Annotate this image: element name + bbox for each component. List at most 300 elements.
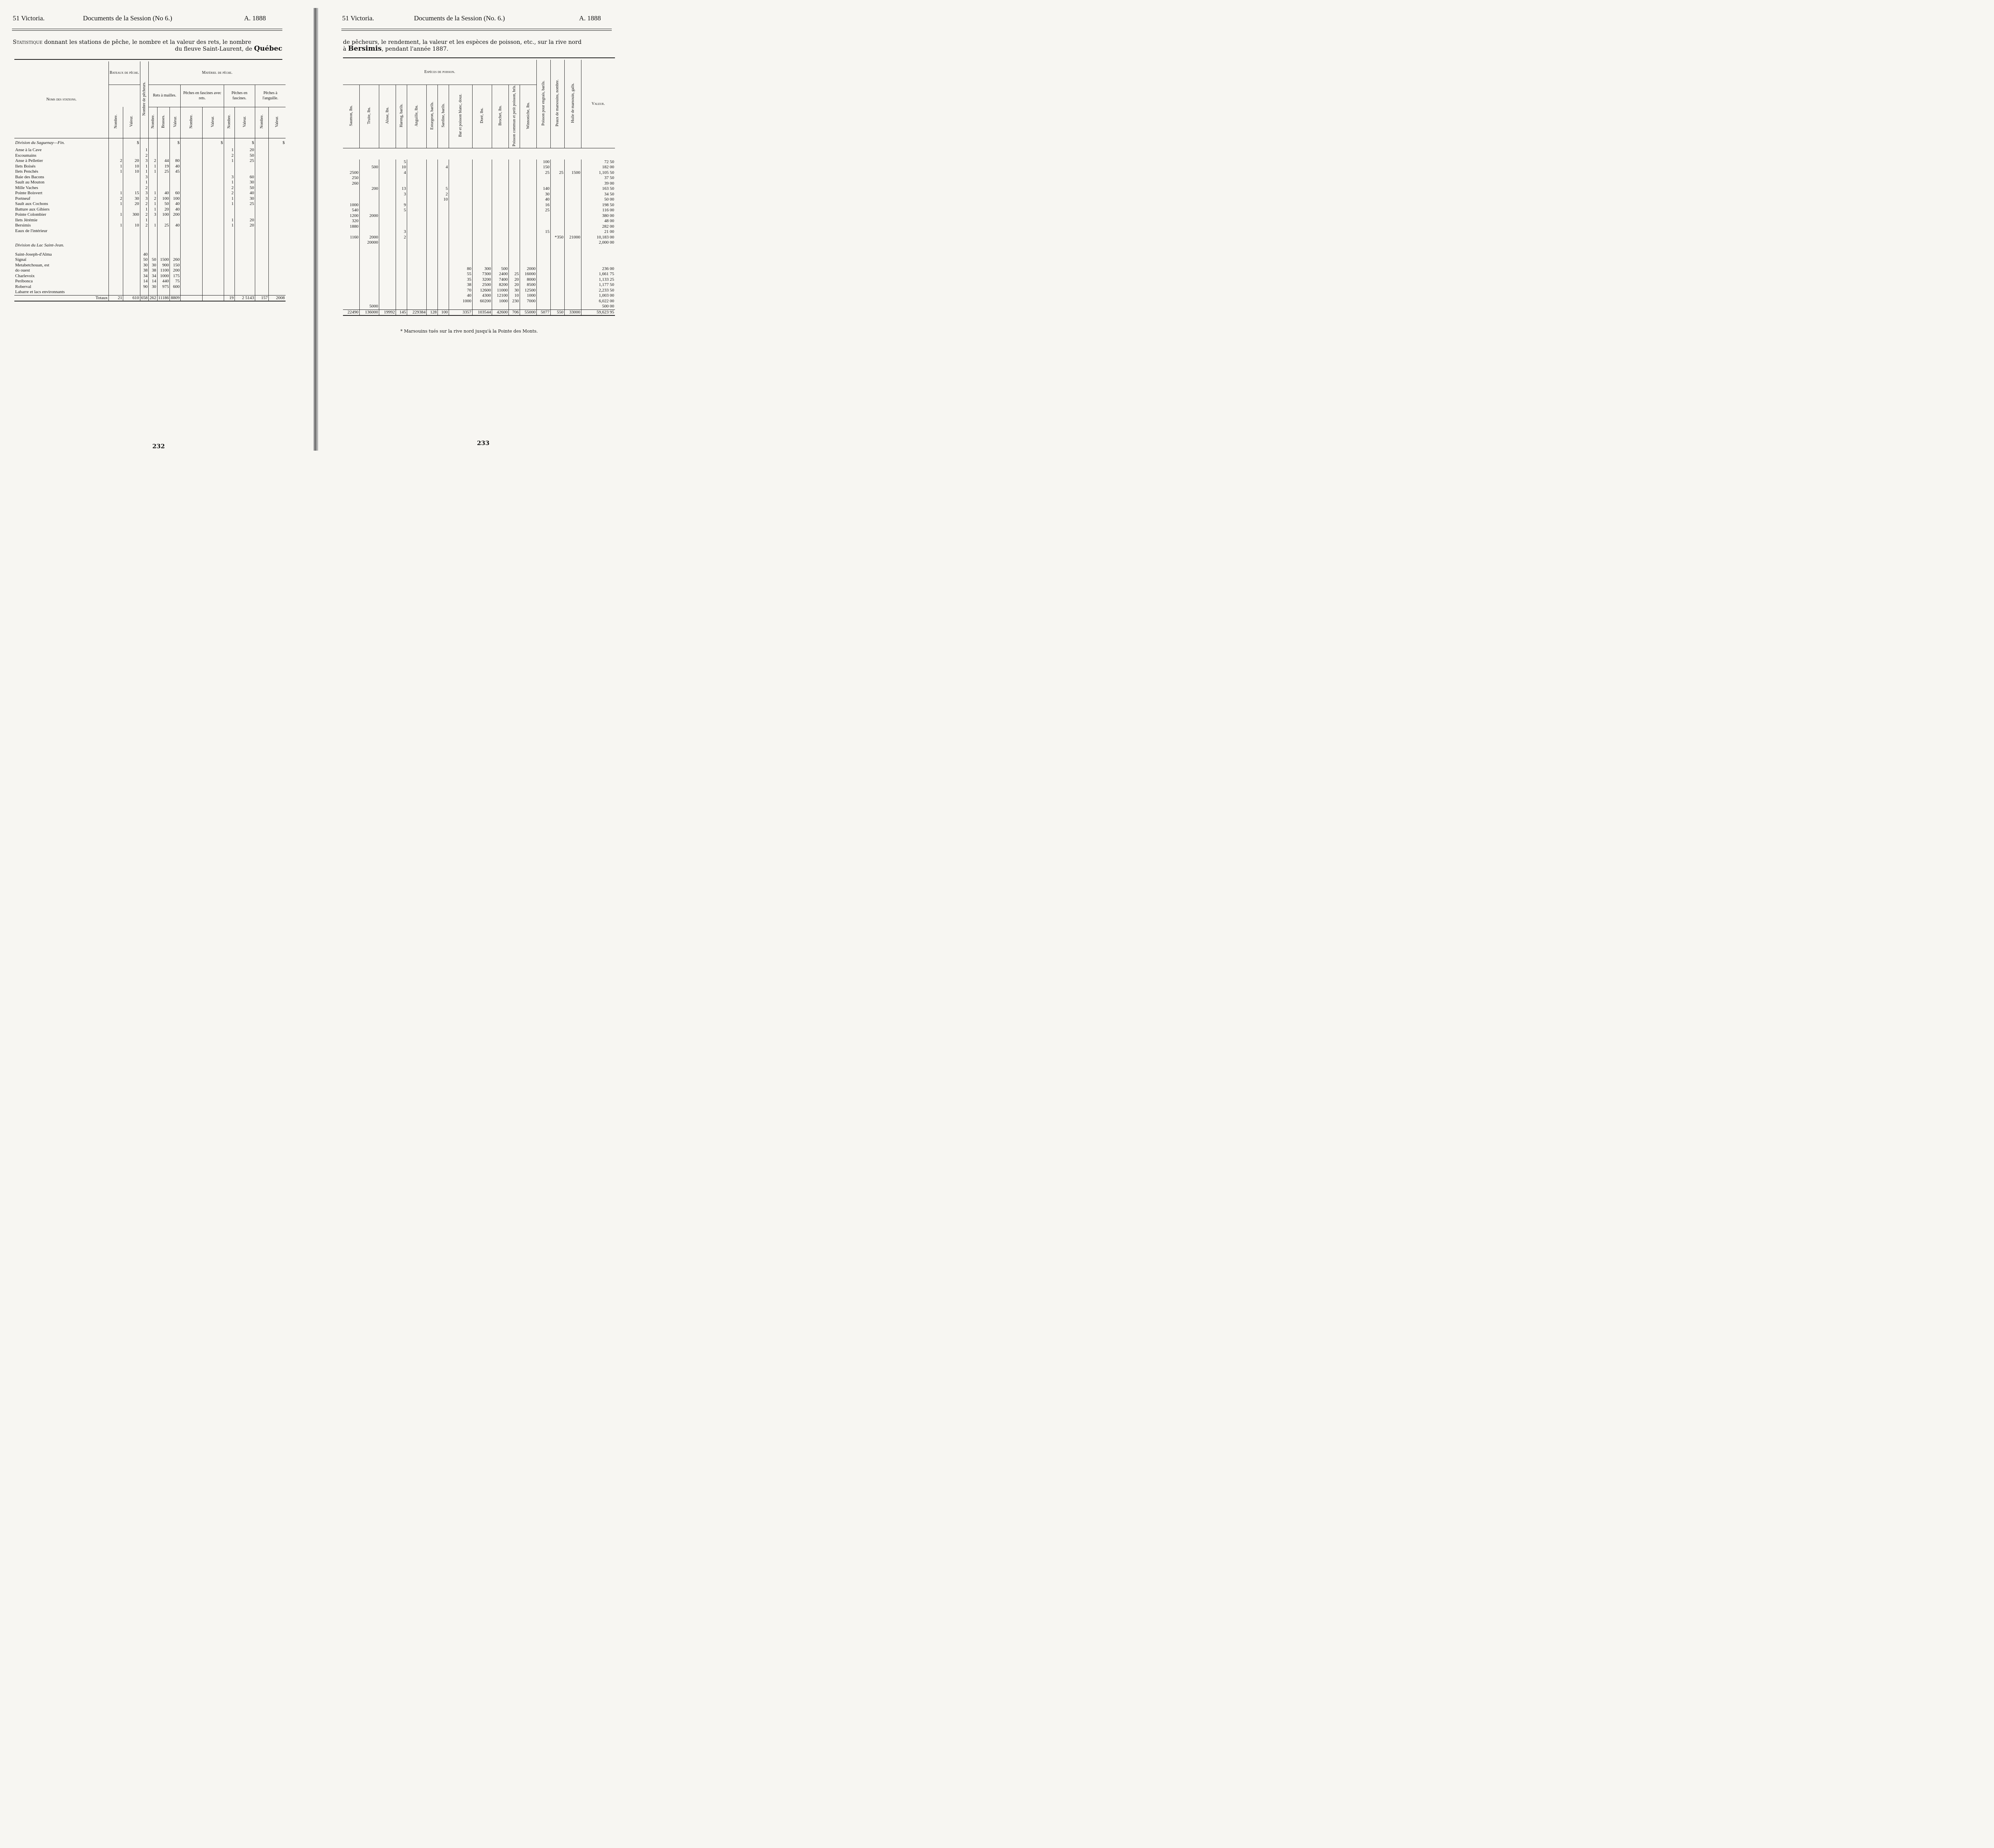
table-cell: 150 <box>536 165 550 170</box>
table-cell: 103544 <box>472 309 492 315</box>
table-cell <box>202 279 224 284</box>
table-cell <box>509 197 520 203</box>
table-cell <box>149 218 158 223</box>
table-cell <box>181 257 202 263</box>
table-cell <box>438 246 449 266</box>
col-saumon: Saumon, lbs. <box>349 105 353 126</box>
table-cell <box>396 266 407 272</box>
table-cell <box>492 304 509 309</box>
table-cell <box>449 165 472 170</box>
table-cell <box>438 160 449 165</box>
table-cell <box>234 290 255 295</box>
table-cell <box>427 160 438 165</box>
division-row <box>14 234 286 239</box>
table-cell <box>509 170 520 176</box>
table-cell: 3 <box>396 192 407 197</box>
table-cell <box>109 268 123 274</box>
table-row <box>343 240 615 246</box>
table-cell <box>536 282 550 288</box>
col-fr-nombre: Nombre. <box>181 107 202 138</box>
document-title-left: Documents de la Session (No 6.) <box>83 14 172 22</box>
table-cell <box>564 219 581 224</box>
table-cell <box>359 246 379 266</box>
table-cell <box>472 246 492 266</box>
totals-row <box>343 309 615 315</box>
table-cell: 70 <box>449 288 472 294</box>
table-cell: 2000 <box>359 213 379 219</box>
table-cell: 15 <box>536 229 550 235</box>
table-cell <box>157 148 170 153</box>
table-cell <box>255 218 268 223</box>
table-cell: 21 <box>109 295 123 301</box>
col-especes: Espèces de poisson. <box>343 60 536 85</box>
table-cell <box>234 263 255 268</box>
table-cell <box>564 246 581 266</box>
table-cell <box>343 240 359 246</box>
subtitle-lead: Statistique <box>13 39 43 45</box>
table-cell <box>269 274 286 279</box>
table-cell: 300 <box>123 212 140 218</box>
table-cell: 100 <box>536 160 550 165</box>
table-cell <box>520 170 536 176</box>
table-cell <box>379 288 396 294</box>
table-cell <box>255 268 268 274</box>
table-cell <box>427 277 438 283</box>
table-cell <box>234 274 255 279</box>
table-cell <box>379 246 396 266</box>
table-row <box>14 201 286 207</box>
table-row <box>343 229 615 235</box>
table-cell: 10 <box>123 223 140 229</box>
table-row <box>343 282 615 288</box>
station-name: Labarre et lacs environnants <box>15 290 65 294</box>
table-cell <box>181 263 202 268</box>
table-cell: 1 <box>224 196 234 202</box>
table-cell <box>472 304 492 309</box>
table-cell <box>407 175 427 181</box>
table-cell <box>269 180 286 185</box>
col-sardine: Sardine, barils. <box>438 85 449 148</box>
table-cell <box>123 252 140 258</box>
table-cell: 116 00 <box>581 208 615 213</box>
table-cell: 20 <box>157 207 170 213</box>
table-cell <box>472 224 492 230</box>
table-cell <box>234 252 255 258</box>
table-cell <box>509 266 520 272</box>
table-cell: 1 <box>224 218 234 223</box>
table-row <box>343 219 615 224</box>
table-cell <box>181 212 202 218</box>
table-cell <box>564 197 581 203</box>
table-row <box>14 158 286 164</box>
table-cell: 610 <box>123 295 140 301</box>
table-cell <box>379 293 396 299</box>
table-cell <box>379 160 396 165</box>
table-cell: 1 <box>109 223 123 229</box>
table-cell <box>202 234 224 239</box>
table-cell: 1000 <box>449 299 472 304</box>
table-cell <box>509 213 520 219</box>
table-cell <box>202 196 224 202</box>
table-cell <box>269 196 286 202</box>
col-esturgeon: Esturgeon, barils. <box>427 85 438 148</box>
table-cell: 19 <box>224 295 234 301</box>
table-cell: 19992 <box>379 309 396 315</box>
table-cell <box>438 181 449 187</box>
table-cell: 13 <box>396 186 407 192</box>
table-cell: 1,003 00 <box>581 293 615 299</box>
table-cell <box>343 272 359 277</box>
table-cell <box>396 272 407 277</box>
table-cell <box>224 234 234 239</box>
table-cell <box>343 246 359 266</box>
table-cell <box>407 277 427 283</box>
table-cell: 145 <box>396 309 407 315</box>
station-name: Escoumains <box>15 153 37 158</box>
table-cell: 1 <box>149 164 158 169</box>
book-spine <box>313 8 318 451</box>
table-cell: 2 <box>149 196 158 202</box>
table-cell <box>379 170 396 176</box>
table-cell <box>520 192 536 197</box>
table-cell <box>202 284 224 290</box>
table-cell <box>536 272 550 277</box>
table-cell <box>564 192 581 197</box>
table-cell <box>536 181 550 187</box>
table-cell: 2 <box>140 201 149 207</box>
table-row <box>343 272 615 277</box>
table-cell: 10,183 00 <box>581 235 615 240</box>
table-cell <box>449 181 472 187</box>
subtitle-line1-left: donnant les stations de pêche, le nombre et la valeur des rets, le nombre <box>44 39 252 45</box>
table-cell: 1 <box>109 169 123 175</box>
table-cell: 1000 <box>492 299 509 304</box>
table-cell: 3 <box>140 158 149 164</box>
table-cell: 1200 <box>349 213 359 218</box>
table-cell: 40 <box>140 252 149 258</box>
table-cell: 550 <box>550 309 564 315</box>
table-cell <box>407 203 427 208</box>
table-cell <box>520 219 536 224</box>
table-cell <box>449 304 472 309</box>
page-number-left: 232 <box>152 443 165 450</box>
table-top-rule-right <box>343 57 615 58</box>
table-row <box>14 268 286 274</box>
table-cell <box>181 175 202 180</box>
table-cell <box>472 219 492 224</box>
table-row <box>343 192 615 197</box>
col-peches-anguille: Pêches à l'anguille. <box>255 85 286 107</box>
table-cell <box>181 295 202 301</box>
table-cell <box>359 203 379 208</box>
table-cell: 33000 <box>564 309 581 315</box>
table-cell: 40 <box>170 201 181 207</box>
table-cell <box>550 192 564 197</box>
table-cell <box>202 295 224 301</box>
table-row <box>343 160 615 165</box>
table-cell: 1 <box>140 148 149 153</box>
table-cell <box>492 240 509 246</box>
table-cell: 2500 <box>349 170 359 175</box>
table-cell <box>234 207 255 213</box>
division-row <box>14 239 286 252</box>
table-cell <box>202 180 224 185</box>
col-alose: Alose, lbs. <box>379 85 396 148</box>
table-cell: 55 <box>449 272 472 277</box>
table-cell <box>492 165 509 170</box>
table-cell <box>157 153 170 159</box>
table-cell <box>123 268 140 274</box>
station-name: Sault au Mouton <box>15 180 45 185</box>
table-cell <box>123 153 140 159</box>
table-cell <box>234 164 255 169</box>
table-cell: 22490 <box>343 309 359 315</box>
subtitle-line2-left: du fleuve Saint-Laurent, de <box>175 46 254 52</box>
table-cell <box>564 299 581 304</box>
table-cell <box>407 299 427 304</box>
table-row <box>14 164 286 169</box>
table-cell: 90 <box>140 284 149 290</box>
table-cell <box>149 175 158 180</box>
table-cell: 540 <box>352 208 359 213</box>
table-cell: 1 <box>149 207 158 213</box>
table-cell: 1 <box>109 201 123 207</box>
table-cell <box>109 279 123 284</box>
table-cell <box>564 229 581 235</box>
table-cell <box>123 274 140 279</box>
subtitle-line2-pre: à <box>343 46 348 52</box>
table-cell <box>181 180 202 185</box>
table-cell <box>224 207 234 213</box>
table-cell <box>255 252 268 258</box>
table-cell <box>181 252 202 258</box>
fishing-table-right <box>343 60 615 316</box>
table-cell <box>343 160 359 165</box>
table-cell: 34 50 <box>581 192 615 197</box>
table-cell: 59,623 95 <box>581 309 615 315</box>
table-cell <box>123 207 140 213</box>
table-cell <box>564 224 581 230</box>
header-rule-left-2 <box>12 30 282 31</box>
col-fr-valeur: Valeur. <box>202 107 224 138</box>
table-cell: 1000 <box>520 293 536 299</box>
table-cell: 2 <box>140 153 149 159</box>
table-cell <box>181 196 202 202</box>
table-cell: 5000 <box>359 304 379 309</box>
table-cell <box>202 239 224 252</box>
table-cell: 38 <box>140 268 149 274</box>
table-cell <box>202 191 224 196</box>
table-cell <box>157 185 170 191</box>
table-cell <box>564 160 581 165</box>
table-cell <box>536 299 550 304</box>
table-cell <box>149 180 158 185</box>
table-cell <box>202 257 224 263</box>
table-cell: 7300 <box>472 272 492 277</box>
table-cell: 34 <box>140 274 149 279</box>
table-cell <box>509 160 520 165</box>
table-cell <box>407 192 427 197</box>
table-cell <box>234 239 255 252</box>
col-bar: Bar et poisson blanc, douz. <box>449 85 472 148</box>
station-name: Ilets Jérémie <box>15 217 37 223</box>
table-row <box>343 165 615 170</box>
table-cell: 4 <box>438 165 449 170</box>
table-cell <box>427 272 438 277</box>
table-cell <box>224 212 234 218</box>
table-cell <box>234 169 255 175</box>
table-cell: 600 <box>170 284 181 290</box>
table-row <box>14 252 286 258</box>
col-rets-brasses: Brasses. <box>157 107 170 138</box>
table-cell: 16000 <box>520 272 536 277</box>
table-cell: 229384 <box>407 309 427 315</box>
table-cell <box>343 229 359 235</box>
table-cell <box>269 284 286 290</box>
table-cell <box>407 170 427 176</box>
table-cell: 300 <box>472 266 492 272</box>
table-cell: 30 <box>149 284 158 290</box>
table-cell: 10 <box>123 169 140 175</box>
table-cell <box>255 274 268 279</box>
table-cell <box>149 229 158 234</box>
table-cell: 5077 <box>536 309 550 315</box>
table-cell: 2 <box>224 191 234 196</box>
table-row <box>343 175 615 181</box>
table-cell <box>427 299 438 304</box>
table-row <box>343 170 615 176</box>
table-cell <box>449 213 472 219</box>
table-cell: 1 <box>140 218 149 223</box>
table-cell <box>149 148 158 153</box>
table-cell <box>123 234 140 239</box>
table-cell <box>123 218 140 223</box>
table-cell <box>396 240 407 246</box>
table-cell <box>255 212 268 218</box>
table-row <box>14 180 286 185</box>
right-page <box>319 0 623 461</box>
table-subtitle-right <box>343 39 612 52</box>
table-cell <box>550 288 564 294</box>
col-brochet: Brochet, lbs. <box>492 85 509 148</box>
table-cell <box>269 201 286 207</box>
table-cell <box>269 185 286 191</box>
table-cell <box>396 246 407 266</box>
table-cell <box>536 240 550 246</box>
station-name: Portneuf <box>15 196 30 201</box>
table-cell <box>269 148 286 153</box>
table-row <box>14 148 286 153</box>
table-cell: 50 <box>157 201 170 207</box>
table-cell: 25 <box>550 170 564 176</box>
table-cell <box>255 207 268 213</box>
table-cell <box>427 170 438 176</box>
table-cell <box>269 234 286 239</box>
table-cell <box>427 266 438 272</box>
table-cell: 40 <box>170 164 181 169</box>
page-number-right: 233 <box>477 439 490 447</box>
table-cell: 2 <box>149 158 158 164</box>
table-cell <box>140 234 149 239</box>
table-cell: 10 <box>509 293 520 299</box>
table-cell <box>492 175 509 181</box>
table-cell <box>396 293 407 299</box>
table-cell: 200 <box>170 212 181 218</box>
table-cell <box>438 282 449 288</box>
table-cell <box>149 290 158 295</box>
table-cell: 3 <box>396 229 407 235</box>
table-cell <box>202 218 224 223</box>
table-cell: 12500 <box>520 288 536 294</box>
table-cell <box>123 290 140 295</box>
table-cell <box>550 208 564 213</box>
station-name: do ouest <box>15 268 30 273</box>
table-cell <box>359 282 379 288</box>
table-cell: 1160 <box>350 234 359 240</box>
table-cell <box>109 153 123 159</box>
table-cell <box>255 185 268 191</box>
table-cell: 40 <box>170 223 181 229</box>
table-cell <box>359 229 379 235</box>
col-bateaux-nombre: Nombre. <box>109 107 123 138</box>
table-cell <box>157 252 170 258</box>
table-cell <box>379 240 396 246</box>
table-row <box>14 212 286 218</box>
table-cell <box>359 192 379 197</box>
table-cell <box>140 229 149 234</box>
table-row <box>14 279 286 284</box>
totals-row <box>14 295 286 301</box>
col-f-valeur: Valeur. <box>234 107 255 138</box>
table-cell <box>109 252 123 258</box>
table-cell: 12600 <box>472 288 492 294</box>
table-cell: 30 <box>536 192 550 197</box>
table-cell: 3 <box>149 212 158 218</box>
spacer-row <box>343 246 615 266</box>
table-cell <box>427 240 438 246</box>
table-cell <box>269 252 286 258</box>
table-cell <box>181 158 202 164</box>
table-cell <box>255 234 268 239</box>
table-cell: 50 <box>140 257 149 263</box>
table-cell <box>407 272 427 277</box>
table-cell <box>269 218 286 223</box>
table-cell: 440 <box>157 279 170 284</box>
table-cell <box>255 169 268 175</box>
table-cell: 30 <box>234 196 255 202</box>
table-cell: 1500 <box>157 257 170 263</box>
table-cell <box>550 219 564 224</box>
station-name: Pointe Colombier <box>15 212 46 217</box>
table-cell <box>427 304 438 309</box>
currency-mark: $ <box>202 138 224 148</box>
table-cell <box>379 282 396 288</box>
col-rets-valeur: Valeur. <box>170 107 181 138</box>
table-cell <box>269 207 286 213</box>
table-cell <box>407 235 427 240</box>
table-cell <box>181 191 202 196</box>
table-cell <box>520 186 536 192</box>
table-cell <box>123 175 140 180</box>
table-cell: 2 <box>224 153 234 159</box>
table-cell <box>269 164 286 169</box>
table-cell <box>550 175 564 181</box>
table-cell <box>379 192 396 197</box>
station-name: Ilets Boisés <box>15 164 36 169</box>
table-cell <box>581 246 615 266</box>
header-rule-right-2 <box>341 30 612 31</box>
table-cell: 7400 <box>492 277 509 283</box>
